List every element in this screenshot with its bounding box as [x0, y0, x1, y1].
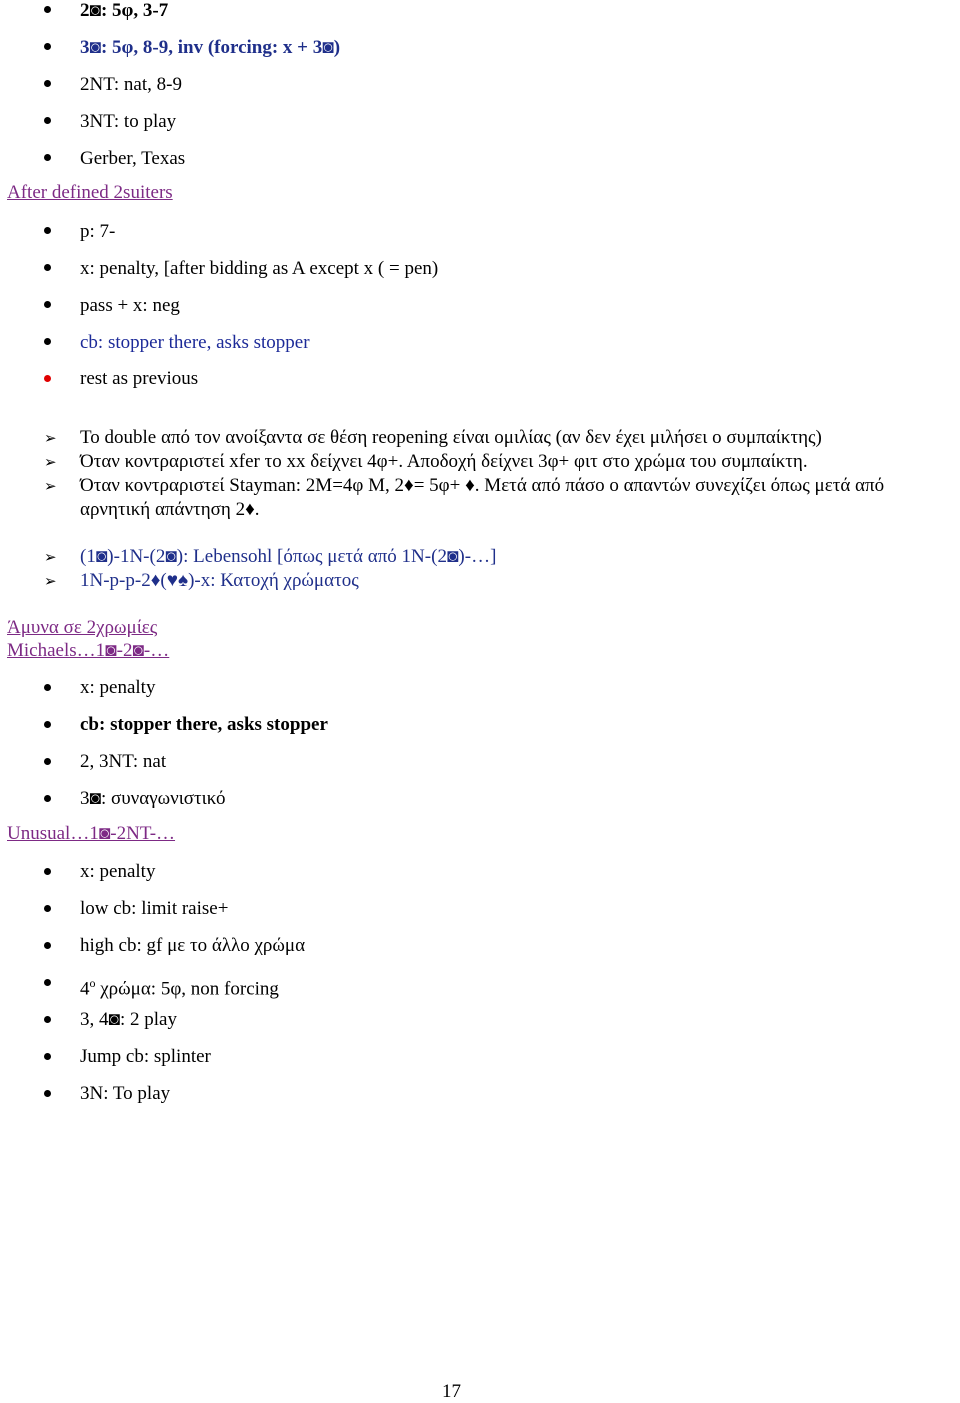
bullet-icon — [44, 375, 51, 382]
bullet-icon — [44, 905, 51, 912]
list-item: 2, 3NT: nat — [80, 751, 167, 772]
list-item: p: 7- — [80, 221, 116, 242]
section-subheading[interactable]: Michaels…1◙-2◙-… — [7, 640, 170, 661]
bullet-icon — [44, 1016, 51, 1023]
list-item: 3NT: to play — [80, 111, 177, 132]
bullet-icon — [44, 1090, 51, 1097]
list-item: x: penalty — [80, 861, 156, 882]
section-heading[interactable]: After defined 2suiters — [7, 182, 173, 203]
list-item: 2◙: 5φ, 3-7 — [80, 0, 169, 21]
bullet-icon — [44, 117, 51, 124]
bullet-icon — [44, 942, 51, 949]
ordinal-number: 4 — [80, 978, 90, 1000]
list-item: high cb: gf με το άλλο χρώμα — [80, 935, 306, 956]
note-line: 1N-p-p-2♦(♥♠)-x: Κατοχή χρώματος — [80, 570, 359, 591]
note-line: (1◙)-1N-(2◙): Lebensohl [όπως μετά από 1N-(2◙)-…] — [80, 546, 497, 567]
bullet-icon — [44, 684, 51, 691]
note-line: Όταν κοντραριστεί xfer το xx δείχνει 4φ+. Αποδοχή δείχνει 3φ+ φιτ στο χρώμα του συμπαίκτη. — [80, 451, 808, 472]
list-item: 2NT: nat, 8-9 — [80, 74, 182, 95]
arrow-bullet-icon: ➢ — [44, 429, 57, 447]
list-item: Gerber, Texas — [80, 148, 186, 169]
section-heading[interactable]: Unusual…1◙-2NT-… — [7, 823, 176, 844]
list-item-text: χρώμα: 5φ, non forcing — [95, 978, 279, 1000]
bullet-icon — [44, 80, 51, 87]
list-item: Jump cb: splinter — [80, 1046, 211, 1067]
arrow-bullet-icon: ➢ — [44, 548, 57, 566]
list-item: rest as previous — [80, 368, 199, 389]
note-line: Όταν κοντραριστεί Stayman: 2M=4φ M, 2♦= 5φ+ ♦. Μετά από πάσο ο απαντών συνεχίζει όπως μετά από — [80, 475, 885, 496]
list-item: cb: stopper there, asks stopper — [80, 714, 328, 735]
section-heading[interactable]: Άμυνα σε 2χρωμίες — [7, 617, 158, 638]
list-item: x: penalty, [after bidding as A except x ( = pen) — [80, 258, 439, 279]
page-number: 17 — [442, 1381, 461, 1402]
bullet-icon — [44, 1053, 51, 1060]
bullet-icon — [44, 795, 51, 802]
list-item: 3, 4◙: 2 play — [80, 1009, 177, 1030]
bullet-icon — [44, 264, 51, 271]
list-item: 3◙: συναγωνιστικό — [80, 788, 226, 809]
note-line-continued: αρνητική απάντηση 2♦. — [80, 499, 260, 520]
bullet-icon — [44, 979, 51, 986]
arrow-bullet-icon: ➢ — [44, 453, 57, 471]
bullet-icon — [44, 154, 51, 161]
list-item: 3N: To play — [80, 1083, 171, 1104]
bullet-icon — [44, 758, 51, 765]
arrow-bullet-icon: ➢ — [44, 572, 57, 590]
bullet-icon — [44, 227, 51, 234]
ordinal-suffix: o — [89, 976, 96, 990]
bullet-icon — [44, 338, 51, 345]
list-item: pass + x: neg — [80, 295, 180, 316]
list-item — [80, 972, 279, 1000]
arrow-bullet-icon: ➢ — [44, 477, 57, 495]
bullet-icon — [44, 301, 51, 308]
list-item: x: penalty — [80, 677, 156, 698]
bullet-icon — [44, 721, 51, 728]
bullet-icon — [44, 43, 51, 50]
list-item: low cb: limit raise+ — [80, 898, 229, 919]
note-line: To double από τον ανοίξαντα σε θέση reopening είναι ομιλίας (αν δεν έχει μιλήσει ο συμπαίκτης) — [80, 427, 822, 448]
bullet-icon — [44, 868, 51, 875]
list-item: 3◙: 5φ, 8-9, inv (forcing: x + 3◙) — [80, 37, 341, 58]
list-item: cb: stopper there, asks stopper — [80, 332, 310, 353]
bullet-icon — [44, 6, 51, 13]
